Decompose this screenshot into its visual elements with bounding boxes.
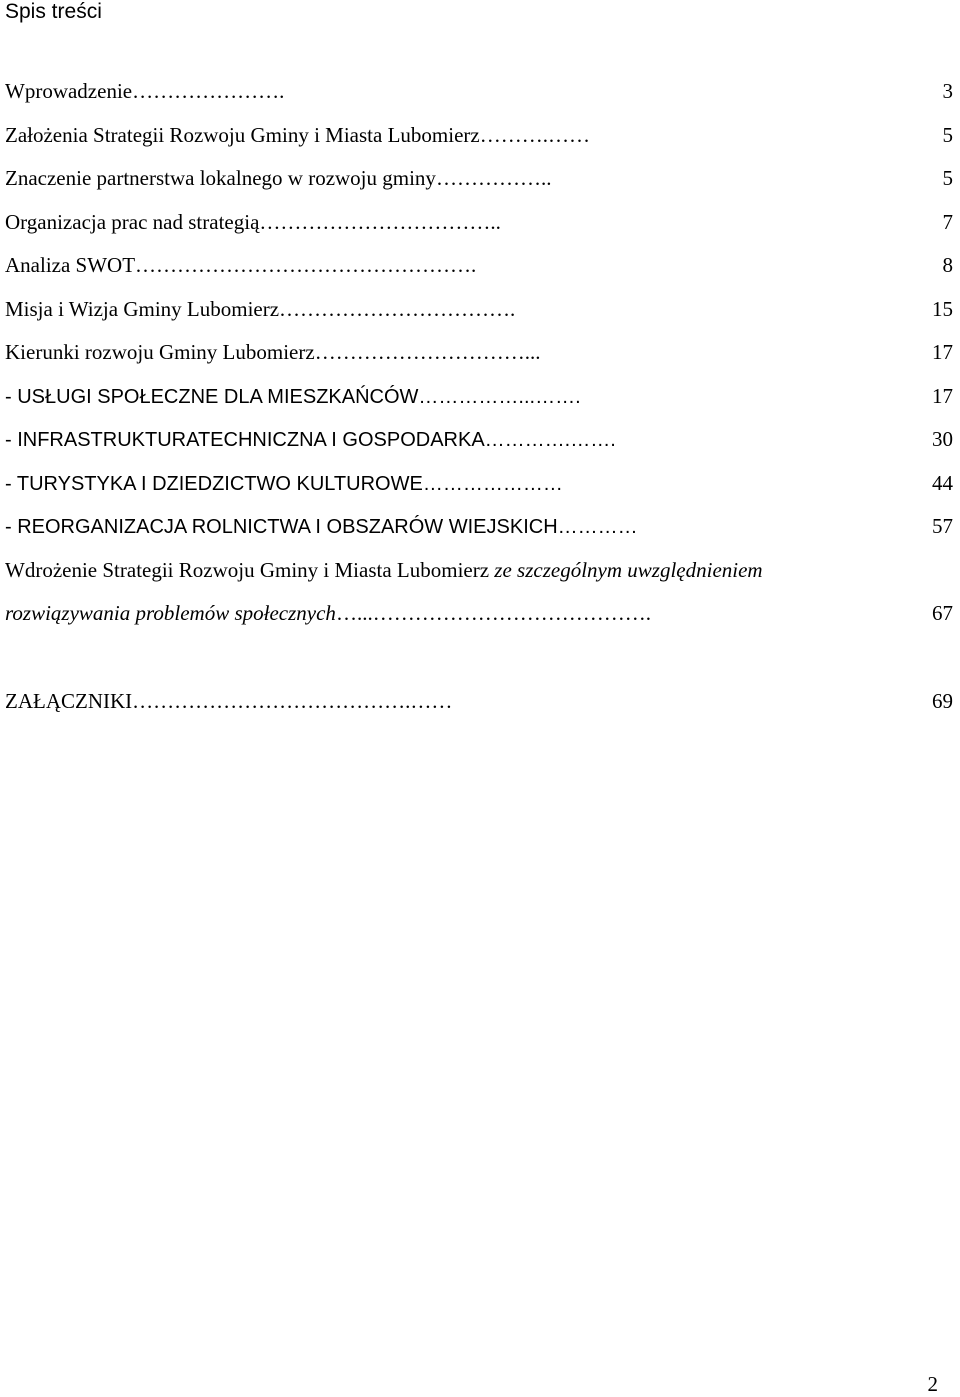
toc-entry-title-italic: rozwiązywania problemów społecznych: [5, 601, 336, 625]
spacer: [5, 642, 953, 686]
toc-page-number: 44: [932, 470, 953, 495]
toc-page-number: 67: [932, 601, 953, 625]
toc-entry-title: - REORGANIZACJA ROLNICTWA I OBSZARÓW WIEJSKICH: [5, 516, 558, 538]
toc-entry-title: ZAŁĄCZNIKI: [5, 688, 133, 713]
toc-entry-title: [5, 600, 336, 626]
table-of-contents: [5, 76, 953, 729]
toc-page-number: 57: [932, 514, 953, 538]
page-number: 2: [927, 1372, 938, 1396]
toc-entry-title: [5, 557, 763, 583]
toc-entry-title: Analiza SWOT: [5, 253, 136, 277]
toc-entry-agriculture[interactable]: [5, 511, 953, 555]
toc-leader: ……………...…….: [418, 385, 581, 408]
toc-page-number: 7: [942, 209, 953, 234]
toc-leader: …………: [557, 516, 638, 538]
toc-page-number: 30: [932, 427, 953, 451]
toc-entry-title-regular: Wdrożenie Strategii Rozwoju Gminy i Miasta Lubomierz: [5, 557, 495, 582]
toc-entry-title-italic: ze szczególnym uwzględnieniem: [494, 557, 763, 582]
toc-entry-introduction[interactable]: [5, 76, 953, 120]
toc-page-number: 5: [942, 166, 953, 190]
toc-entry-tourism[interactable]: [5, 468, 953, 512]
toc-entry-implementation-line1[interactable]: [5, 555, 953, 599]
toc-entry-development-directions[interactable]: [5, 337, 953, 381]
toc-leader: ………………………………….……: [132, 688, 453, 713]
toc-leader: …...………………………………….: [335, 601, 651, 625]
toc-entry-title: Kierunki rozwoju Gminy Lubomierz: [5, 340, 315, 364]
page-title: Spis treści: [5, 0, 102, 23]
toc-leader: …………………………….: [279, 296, 516, 321]
toc-entry-infrastructure[interactable]: [5, 424, 953, 468]
toc-entry-title: Założenia Strategii Rozwoju Gminy i Miasta Lubomierz: [5, 122, 480, 147]
toc-entry-title: - INFRASTRUKTURATECHNICZNA I GOSPODARKA: [5, 429, 485, 451]
toc-entry-social-services[interactable]: [5, 381, 953, 425]
toc-page-number: 8: [942, 253, 953, 277]
toc-leader: ………….…….: [484, 429, 616, 451]
toc-entry-title: Organizacja prac nad strategią: [5, 209, 260, 234]
toc-page-number: 17: [932, 340, 953, 364]
toc-leader: ………………………………………….: [135, 253, 477, 277]
toc-entry-title: - TURYSTYKA I DZIEDZICTWO KULTUROWE: [5, 472, 423, 495]
toc-entry-swot-analysis[interactable]: [5, 250, 953, 294]
toc-entry-title: Znaczenie partnerstwa lokalnego w rozwoju gminy: [5, 166, 436, 190]
toc-leader: …………………: [422, 472, 563, 495]
toc-leader: ………………….: [132, 79, 285, 103]
toc-leader: …………………………...: [314, 340, 541, 364]
toc-entry-local-partnership[interactable]: [5, 163, 953, 207]
toc-page-number: 15: [932, 296, 953, 321]
toc-page-number: 3: [942, 79, 953, 103]
toc-entry-title: Wprowadzenie: [5, 79, 133, 103]
toc-entry-title: Misja i Wizja Gminy Lubomierz: [5, 296, 280, 321]
toc-entry-strategy-assumptions[interactable]: [5, 120, 953, 164]
toc-leader: ……….……: [479, 122, 590, 147]
toc-leader: ……………………………..: [259, 209, 501, 234]
toc-leader: ……………..: [435, 166, 552, 190]
toc-page-number: 69: [932, 688, 953, 713]
toc-entry-work-organization[interactable]: [5, 207, 953, 251]
toc-entry-mission-vision[interactable]: [5, 294, 953, 338]
toc-page-number: 17: [932, 383, 953, 408]
toc-entry-title: - USŁUGI SPOŁECZNE DLA MIESZKAŃCÓW: [5, 385, 419, 408]
toc-entry-annexes[interactable]: [5, 686, 953, 730]
toc-entry-implementation-line2[interactable]: [5, 598, 953, 642]
toc-page-number: 5: [942, 122, 953, 147]
